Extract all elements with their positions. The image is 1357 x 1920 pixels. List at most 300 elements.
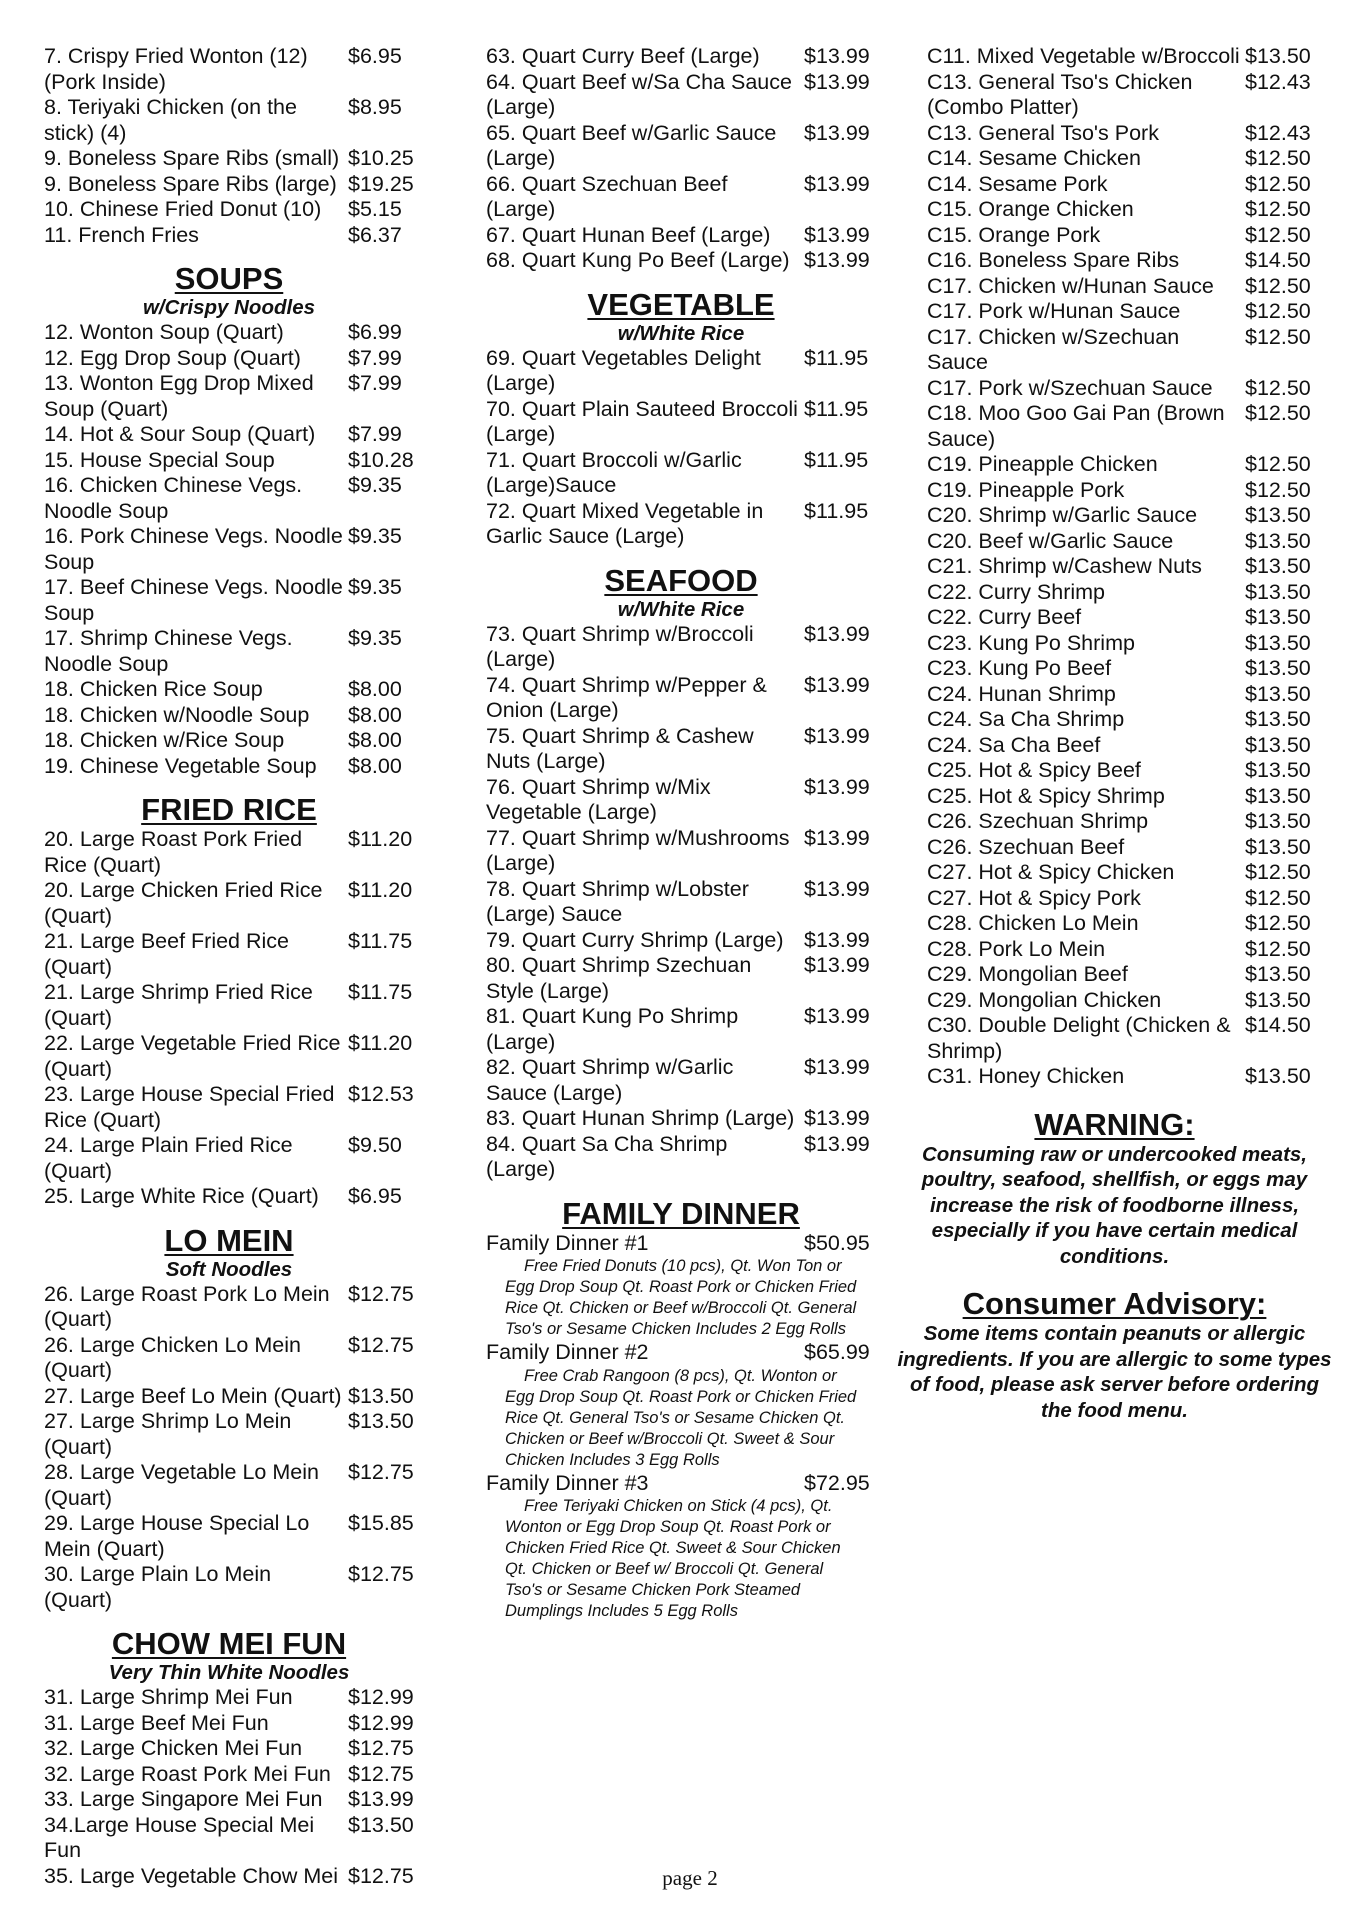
menu-item-name: C24. Hunan Shrimp [927, 681, 1116, 706]
menu-item [44, 677, 414, 703]
menu-item-price: $12.50 [1245, 885, 1311, 910]
family-dinner-section-header [486, 1197, 876, 1231]
menu-item-price: $9.35 [348, 524, 402, 548]
menu-item [927, 962, 1317, 988]
menu-item-price: $12.50 [1245, 936, 1311, 961]
menu-item-price: $13.50 [1245, 834, 1311, 859]
vegetable-list [486, 346, 876, 550]
menu-item [927, 988, 1317, 1014]
menu-item [927, 886, 1317, 912]
menu-item-name: 19. Chinese Vegetable Soup [44, 753, 317, 778]
menu-item-name: 17. Beef Chinese Vegs. Noodle Soup [44, 575, 343, 625]
section-title: SOUPS [174, 261, 284, 296]
seafood-section-header [486, 564, 876, 622]
menu-item-price: $12.75 [348, 1761, 414, 1786]
menu-item-name: C19. Pineapple Chicken [927, 452, 1158, 476]
menu-item [486, 673, 876, 724]
section-subtitle: Very Thin White Noodles [108, 1661, 350, 1684]
menu-item-price: $13.50 [1245, 528, 1311, 553]
page-number: page 2 [662, 1866, 718, 1890]
menu-item-name: 71. Quart Broccoli w/Garlic (Large)Sauce [486, 447, 742, 497]
menu-item [44, 146, 414, 172]
menu-item-name: C26. Szechuan Beef [927, 834, 1125, 859]
section-title: CHOW MEI FUN [111, 1626, 347, 1661]
consumer-advisory-text: Some items contain peanuts or allergic ingredients. If you are allergic to some types of food, please ask server before ordering the food menu. [897, 1322, 1332, 1422]
menu-item [44, 1409, 414, 1460]
lo-mein-section-header [44, 1224, 414, 1282]
menu-item [44, 1384, 414, 1410]
menu-item [927, 835, 1317, 861]
menu-item-name: 31. Large Shrimp Mei Fun [44, 1685, 293, 1709]
menu-item [44, 1685, 414, 1711]
menu-item-name: 7. Crispy Fried Wonton (12) (Pork Inside) [44, 44, 308, 94]
menu-item-price: $7.99 [348, 345, 402, 370]
menu-item [44, 422, 414, 448]
menu-item-name: 20. Large Roast Pork Fried Rice (Quart) [44, 827, 303, 877]
menu-item-price: $12.50 [1245, 452, 1311, 476]
menu-item-name: C14. Sesame Chicken [927, 146, 1141, 170]
menu-item-name: 13. Wonton Egg Drop Mixed Soup (Quart) [44, 371, 314, 421]
menu-item [927, 376, 1317, 402]
menu-item-name: 73. Quart Shrimp w/Broccoli (Large) [486, 621, 754, 671]
menu-item [486, 1340, 876, 1366]
menu-item-price: $13.99 [804, 44, 870, 68]
menu-item-price: $6.95 [348, 1184, 402, 1208]
menu-item [44, 172, 414, 198]
menu-item [44, 754, 414, 780]
menu-item-price: $13.50 [348, 1812, 414, 1837]
menu-item-price: $72.95 [804, 1470, 870, 1495]
menu-item-price: $6.37 [348, 222, 402, 247]
menu-item [44, 1460, 414, 1511]
menu-item [486, 1055, 876, 1106]
menu-item-price: $9.35 [348, 575, 402, 599]
menu-item [486, 953, 876, 1004]
menu-item-price: $11.20 [348, 878, 413, 902]
menu-item [44, 1762, 414, 1788]
menu-item-price: $13.50 [348, 1409, 414, 1433]
section-subtitle: w/White Rice [617, 321, 745, 345]
menu-item-price: $13.50 [1245, 783, 1311, 808]
menu-item [927, 580, 1317, 606]
menu-item-price: $12.50 [1245, 911, 1311, 935]
menu-item-price: $12.75 [348, 1863, 414, 1888]
menu-item-price: $13.50 [1245, 809, 1311, 833]
menu-item-price: $5.15 [348, 197, 402, 221]
menu-item-name: 16. Pork Chinese Vegs. Noodle Soup [44, 524, 343, 574]
section-subtitle: Soft Noodles [165, 1257, 293, 1281]
menu-item-name: 32. Large Chicken Mei Fun [44, 1736, 303, 1760]
menu-item [927, 172, 1317, 198]
menu-item-name: C28. Chicken Lo Mein [927, 911, 1139, 935]
menu-item-name: 12. Egg Drop Soup (Quart) [44, 345, 301, 370]
menu-item-price: $12.75 [348, 1281, 414, 1306]
menu-item-name: C23. Kung Po Shrimp [927, 630, 1135, 655]
menu-item [486, 622, 876, 673]
menu-item-name: C17. Pork w/Hunan Sauce [927, 299, 1181, 323]
menu-item-price: $11.75 [348, 929, 413, 953]
menu-item-name: C17. Pork w/Szechuan Sauce [927, 375, 1213, 400]
menu-item-name: 15. House Special Soup [44, 447, 275, 472]
menu-item-name: C24. Sa Cha Shrimp [927, 707, 1125, 731]
menu-item-description: Free Crab Rangoon (8 pcs), Qt. Wonton or Egg Drop Soup Qt. Roast Pork or Chicken Fried Rice Qt. General Tso's or Sesame Chicken Qt. Chicken or Beef w/Broccoli Qt. Sweet & Sour Chicken Includes 3 Egg Rolls [505, 1366, 857, 1469]
menu-item [927, 758, 1317, 784]
menu-item-price: $10.28 [348, 447, 414, 472]
menu-item-name: C11. Mixed Vegetable w/Broccoli [927, 44, 1240, 68]
menu-item-name: 18. Chicken w/Rice Soup [44, 728, 285, 752]
menu-item-price: $12.50 [1245, 146, 1311, 170]
menu-item-name: 66. Quart Szechuan Beef (Large) [486, 171, 728, 221]
menu-item [927, 478, 1317, 504]
section-title: LO MEIN [164, 1222, 294, 1258]
menu-item [44, 1184, 414, 1210]
menu-item-name: Family Dinner #2 [486, 1340, 649, 1364]
menu-item [927, 784, 1317, 810]
menu-item [44, 1787, 414, 1813]
menu-item-description: Free Fried Donuts (10 pcs), Qt. Won Ton or Egg Drop Soup Qt. Roast Pork or Chicken Fried Rice Qt. Chicken or Beef w/Broccoli Qt. General Tso's or Sesame Chicken Includes 2 Egg Rolls [505, 1257, 857, 1338]
menu-item-description: Free Teriyaki Chicken on Stick (4 pcs), Qt. Wonton or Egg Drop Soup Qt. Roast Pork or Chicken Fried Rice Qt. Sweet & Sour Chicken Qt. Chicken or Beef w/ Broccoli Qt. General Tso's or Sesame Chicken Pork Steamed Dumplings Includes 5 Egg Rolls [505, 1497, 841, 1620]
menu-item-name: Family Dinner #3 [486, 1470, 649, 1495]
menu-column-1 [44, 44, 414, 1889]
menu-item [486, 121, 876, 172]
menu-item-name: C24. Sa Cha Beef [927, 732, 1101, 757]
menu-item-name: 22. Large Vegetable Fried Rice (Quart) [44, 1031, 341, 1081]
menu-item-name: 18. Chicken w/Noodle Soup [44, 702, 310, 727]
menu-item-price: $12.75 [348, 1562, 414, 1586]
menu-item-name: 69. Quart Vegetables Delight (Large) [486, 345, 761, 395]
menu-item-name: C17. Chicken w/Szechuan Sauce [927, 324, 1180, 374]
menu-item-price: $13.50 [348, 1383, 414, 1408]
menu-item-price: $65.99 [804, 1340, 870, 1364]
menu-item-price: $12.53 [348, 1082, 414, 1106]
menu-item-price: $13.50 [1245, 630, 1311, 655]
vegetable-section-header [486, 288, 876, 346]
menu-item-price: $6.99 [348, 320, 402, 344]
menu-item [44, 1133, 414, 1184]
menu-item [927, 911, 1317, 937]
menu-item [927, 248, 1317, 274]
menu-item-name: C14. Sesame Pork [927, 171, 1108, 196]
menu-item-name: 64. Quart Beef w/Sa Cha Sauce (Large) [486, 69, 792, 119]
menu-item-name: 70. Quart Plain Sauteed Broccoli (Large) [486, 396, 798, 446]
menu-item-price: $13.50 [1245, 962, 1311, 986]
menu-item-name: C17. Chicken w/Hunan Sauce [927, 273, 1214, 298]
menu-item-name: 80. Quart Shrimp Szechuan Style (Large) [486, 953, 752, 1003]
menu-item [44, 1562, 414, 1613]
menu-item-name: C22. Curry Beef [927, 605, 1082, 629]
menu-item-price: $13.99 [804, 672, 870, 697]
menu-item [44, 197, 414, 223]
soups-section-header [44, 262, 414, 320]
menu-item-price: $12.75 [348, 1736, 414, 1760]
menu-item-name: 68. Quart Kung Po Beef (Large) [486, 248, 790, 272]
menu-item-name: C27. Hot & Spicy Chicken [927, 860, 1175, 884]
section-subtitle: w/Crispy Noodles [142, 296, 315, 319]
menu-item-price: $8.00 [348, 702, 402, 727]
menu-item [44, 980, 414, 1031]
menu-item-name: 33. Large Singapore Mei Fun [44, 1787, 323, 1811]
lo-mein-list [44, 1282, 414, 1614]
menu-item [927, 325, 1317, 376]
section-title: FRIED RICE [141, 792, 317, 827]
soups-list [44, 320, 414, 779]
menu-item-price: $12.75 [348, 1460, 414, 1484]
menu-item-name: 81. Quart Kung Po Shrimp (Large) [486, 1004, 739, 1054]
menu-item-price: $13.99 [804, 927, 870, 952]
beef-list [486, 44, 876, 274]
menu-item-price: $8.95 [348, 95, 402, 119]
menu-item [44, 448, 414, 474]
menu-item [927, 733, 1317, 759]
menu-item-name: 10. Chinese Fried Donut (10) [44, 197, 322, 221]
menu-item [927, 452, 1317, 478]
menu-item-name: 63. Quart Curry Beef (Large) [486, 44, 760, 68]
menu-item-price: $12.50 [1245, 401, 1311, 425]
menu-item [927, 223, 1317, 249]
menu-item [927, 44, 1317, 70]
menu-item-name: C31. Honey Chicken [927, 1064, 1125, 1088]
menu-item [44, 346, 414, 372]
menu-item [44, 626, 414, 677]
menu-item-name: C13. General Tso's Chicken (Combo Platter) [927, 69, 1193, 119]
menu-item-price: $13.50 [1245, 681, 1311, 706]
menu-item-name: C15. Orange Pork [927, 222, 1101, 247]
menu-item-price: $12.50 [1245, 299, 1311, 323]
menu-item-price: $7.99 [348, 371, 402, 395]
menu-item-name: 83. Quart Hunan Shrimp (Large) [486, 1106, 795, 1130]
menu-item-name: 16. Chicken Chinese Vegs. Noodle Soup [44, 473, 303, 523]
chow-mei-fun-list [44, 1685, 414, 1889]
menu-item-price: $13.50 [1245, 579, 1311, 604]
menu-item [486, 248, 876, 274]
menu-item-name: 23. Large House Special Fried Rice (Quart) [44, 1082, 335, 1132]
menu-item-price: $12.50 [1245, 375, 1311, 400]
menu-item-name: 65. Quart Beef w/Garlic Sauce (Large) [486, 120, 777, 170]
menu-item [44, 524, 414, 575]
menu-item [927, 554, 1317, 580]
menu-item [927, 860, 1317, 886]
menu-item [486, 499, 876, 550]
menu-item [927, 656, 1317, 682]
menu-item-name: 30. Large Plain Lo Mein (Quart) [44, 1562, 272, 1612]
menu-column-3 [897, 44, 1332, 1423]
menu-item-name: C25. Hot & Spicy Beef [927, 758, 1141, 782]
menu-item-name: C26. Szechuan Shrimp [927, 809, 1149, 833]
menu-item [486, 775, 876, 826]
menu-item [927, 1013, 1317, 1064]
fried-rice-section-header [44, 793, 414, 827]
menu-item-name: C20. Shrimp w/Garlic Sauce [927, 503, 1198, 527]
seafood-list [486, 622, 876, 1183]
menu-item-name: C19. Pineapple Pork [927, 477, 1125, 502]
menu-item [927, 503, 1317, 529]
menu-item-name: 72. Quart Mixed Vegetable in Garlic Sauce (Large) [486, 498, 764, 548]
menu-item-name: 31. Large Beef Mei Fun [44, 1710, 269, 1735]
consumer-advisory-title: Consumer Advisory: [962, 1286, 1267, 1321]
menu-item [486, 1106, 876, 1132]
menu-item-name: 9. Boneless Spare Ribs (small) [44, 146, 340, 170]
menu-item-price: $14.50 [1245, 248, 1311, 272]
menu-item [486, 826, 876, 877]
menu-item-price: $11.20 [348, 1031, 413, 1055]
menu-item-name: 77. Quart Shrimp w/Mushrooms (Large) [486, 825, 790, 875]
menu-item-price: $12.50 [1245, 222, 1311, 247]
menu-item [44, 728, 414, 754]
menu-item-price: $12.43 [1245, 69, 1311, 94]
section-title: FAMILY DINNER [562, 1195, 800, 1231]
menu-item-price: $12.50 [1245, 197, 1311, 221]
menu-item-price: $13.50 [1245, 1064, 1311, 1088]
menu-item-name: 18. Chicken Rice Soup [44, 677, 263, 701]
menu-item [44, 1082, 414, 1133]
menu-item-name: 26. Large Chicken Lo Mein (Quart) [44, 1332, 301, 1382]
menu-item-price: $12.50 [1245, 324, 1311, 349]
menu-item-price: $12.43 [1245, 120, 1311, 145]
combo-platter-list [927, 44, 1317, 1090]
menu-item-price: $13.99 [804, 222, 870, 247]
menu-item [927, 299, 1317, 325]
menu-item-price: $12.50 [1245, 273, 1311, 298]
appetizer-list [44, 44, 414, 248]
menu-item-name: 12. Wonton Soup (Quart) [44, 320, 284, 344]
menu-item-name: 14. Hot & Sour Soup (Quart) [44, 422, 316, 446]
menu-item [927, 605, 1317, 631]
menu-item-name: 11. French Fries [44, 222, 199, 247]
menu-item-name: C25. Hot & Spicy Shrimp [927, 783, 1165, 808]
menu-item-price: $11.95 [804, 345, 869, 370]
menu-item-name: C15. Orange Chicken [927, 197, 1134, 221]
chow-mei-fun-section-header [44, 1627, 414, 1685]
menu-item [927, 121, 1317, 147]
menu-item-price: $19.25 [348, 171, 414, 196]
menu-item-name: 76. Quart Shrimp w/Mix Vegetable (Large) [486, 774, 711, 824]
menu-item-name: C29. Mongolian Chicken [927, 987, 1162, 1012]
menu-item-price: $13.99 [804, 825, 870, 850]
menu-item-price: $11.75 [348, 980, 413, 1004]
menu-item [44, 1711, 414, 1737]
menu-item [486, 397, 876, 448]
menu-item-price: $13.99 [804, 953, 870, 977]
menu-item-name: C28. Pork Lo Mein [927, 936, 1106, 961]
menu-item-name: 24. Large Plain Fried Rice (Quart) [44, 1133, 293, 1183]
menu-item-name: C13. General Tso's Pork [927, 120, 1159, 145]
menu-item-name: 27. Large Shrimp Lo Mein (Quart) [44, 1409, 292, 1459]
menu-item-name: 9. Boneless Spare Ribs (large) [44, 171, 337, 196]
menu-item [927, 146, 1317, 172]
menu-item-price: $9.35 [348, 473, 402, 497]
menu-column-2 [486, 44, 876, 1622]
fried-rice-list [44, 827, 414, 1210]
menu-item-price: $10.25 [348, 146, 414, 170]
menu-item-name: 29. Large House Special Lo Mein (Quart) [44, 1511, 310, 1561]
menu-item [44, 703, 414, 729]
section-title: VEGETABLE [587, 286, 775, 322]
menu-item-name: C29. Mongolian Beef [927, 962, 1128, 986]
menu-item [44, 1333, 414, 1384]
menu-item [486, 44, 876, 70]
menu-item [44, 1282, 414, 1333]
menu-item-price: $11.20 [348, 827, 413, 851]
menu-item-price: $11.95 [804, 447, 869, 472]
menu-item [927, 707, 1317, 733]
menu-item-price: $13.99 [804, 1106, 870, 1130]
menu-item-name: 28. Large Vegetable Lo Mein (Quart) [44, 1460, 319, 1510]
menu-item-name: C18. Moo Goo Gai Pan (Brown Sauce) [927, 401, 1225, 451]
menu-item [44, 1031, 414, 1082]
menu-item-price: $9.50 [348, 1133, 402, 1157]
menu-item-price: $13.99 [804, 69, 870, 94]
menu-item-name: 75. Quart Shrimp & Cashew Nuts (Large) [486, 723, 754, 773]
menu-item-name: 78. Quart Shrimp w/Lobster (Large) Sauce [486, 876, 749, 926]
menu-item-name: C20. Beef w/Garlic Sauce [927, 528, 1174, 553]
menu-item [486, 346, 876, 397]
menu-item [486, 724, 876, 775]
warning-title: WARNING: [1034, 1106, 1195, 1142]
menu-item-price: $8.00 [348, 677, 402, 701]
menu-item [927, 937, 1317, 963]
menu-item [927, 197, 1317, 223]
menu-item-price: $12.50 [1245, 477, 1311, 502]
menu-item [927, 1064, 1317, 1090]
menu-item-price: $12.99 [348, 1685, 414, 1709]
menu-item [927, 529, 1317, 555]
menu-item-price: $13.99 [804, 723, 870, 748]
menu-item-price: $14.50 [1245, 1013, 1311, 1037]
menu-item-price: $50.95 [804, 1230, 870, 1255]
menu-item [486, 928, 876, 954]
menu-item [486, 1132, 876, 1183]
menu-item [486, 172, 876, 223]
menu-item-price: $13.50 [1245, 758, 1311, 782]
menu-item-price: $13.99 [804, 1004, 870, 1028]
menu-item-price: $13.50 [1245, 987, 1311, 1012]
menu-item-name: 32. Large Roast Pork Mei Fun [44, 1761, 331, 1786]
menu-item [486, 1471, 876, 1497]
menu-item-price: $6.95 [348, 44, 402, 68]
menu-item-price: $13.99 [804, 1055, 870, 1079]
menu-item-price: $9.35 [348, 626, 402, 650]
menu-item [486, 448, 876, 499]
menu-item-price: $13.99 [804, 171, 870, 196]
family-dinner-list [486, 1231, 876, 1623]
menu-item [44, 320, 414, 346]
menu-item [927, 70, 1317, 121]
menu-item-name: 17. Shrimp Chinese Vegs. Noodle Soup [44, 626, 293, 676]
menu-item-price: $12.75 [348, 1332, 414, 1357]
menu-item-price: $12.99 [348, 1710, 414, 1735]
menu-item-price: $11.95 [804, 498, 869, 523]
menu-item [44, 929, 414, 980]
menu-item-price: $13.99 [804, 876, 870, 901]
menu-item [927, 682, 1317, 708]
menu-item-price: $13.50 [1245, 605, 1311, 629]
menu-item [44, 223, 414, 249]
menu-item-name: 35. Large Vegetable Chow Mei [44, 1863, 339, 1888]
menu-item-name: C16. Boneless Spare Ribs [927, 248, 1180, 272]
menu-item-price: $8.00 [348, 728, 402, 752]
menu-item-price: $11.95 [804, 396, 869, 421]
menu-item-name: 21. Large Beef Fried Rice (Quart) [44, 929, 289, 979]
menu-item-price: $12.50 [1245, 171, 1311, 196]
menu-item-name: C27. Hot & Spicy Pork [927, 885, 1141, 910]
menu-item [44, 575, 414, 626]
menu-item-name: 8. Teriyaki Chicken (on the stick) (4) [44, 95, 297, 145]
menu-item-price: $13.99 [348, 1787, 414, 1811]
menu-item-price: $13.50 [1245, 44, 1311, 68]
menu-item-name: 20. Large Chicken Fried Rice (Quart) [44, 878, 323, 928]
menu-item-price: $13.50 [1245, 503, 1311, 527]
menu-item [927, 274, 1317, 300]
